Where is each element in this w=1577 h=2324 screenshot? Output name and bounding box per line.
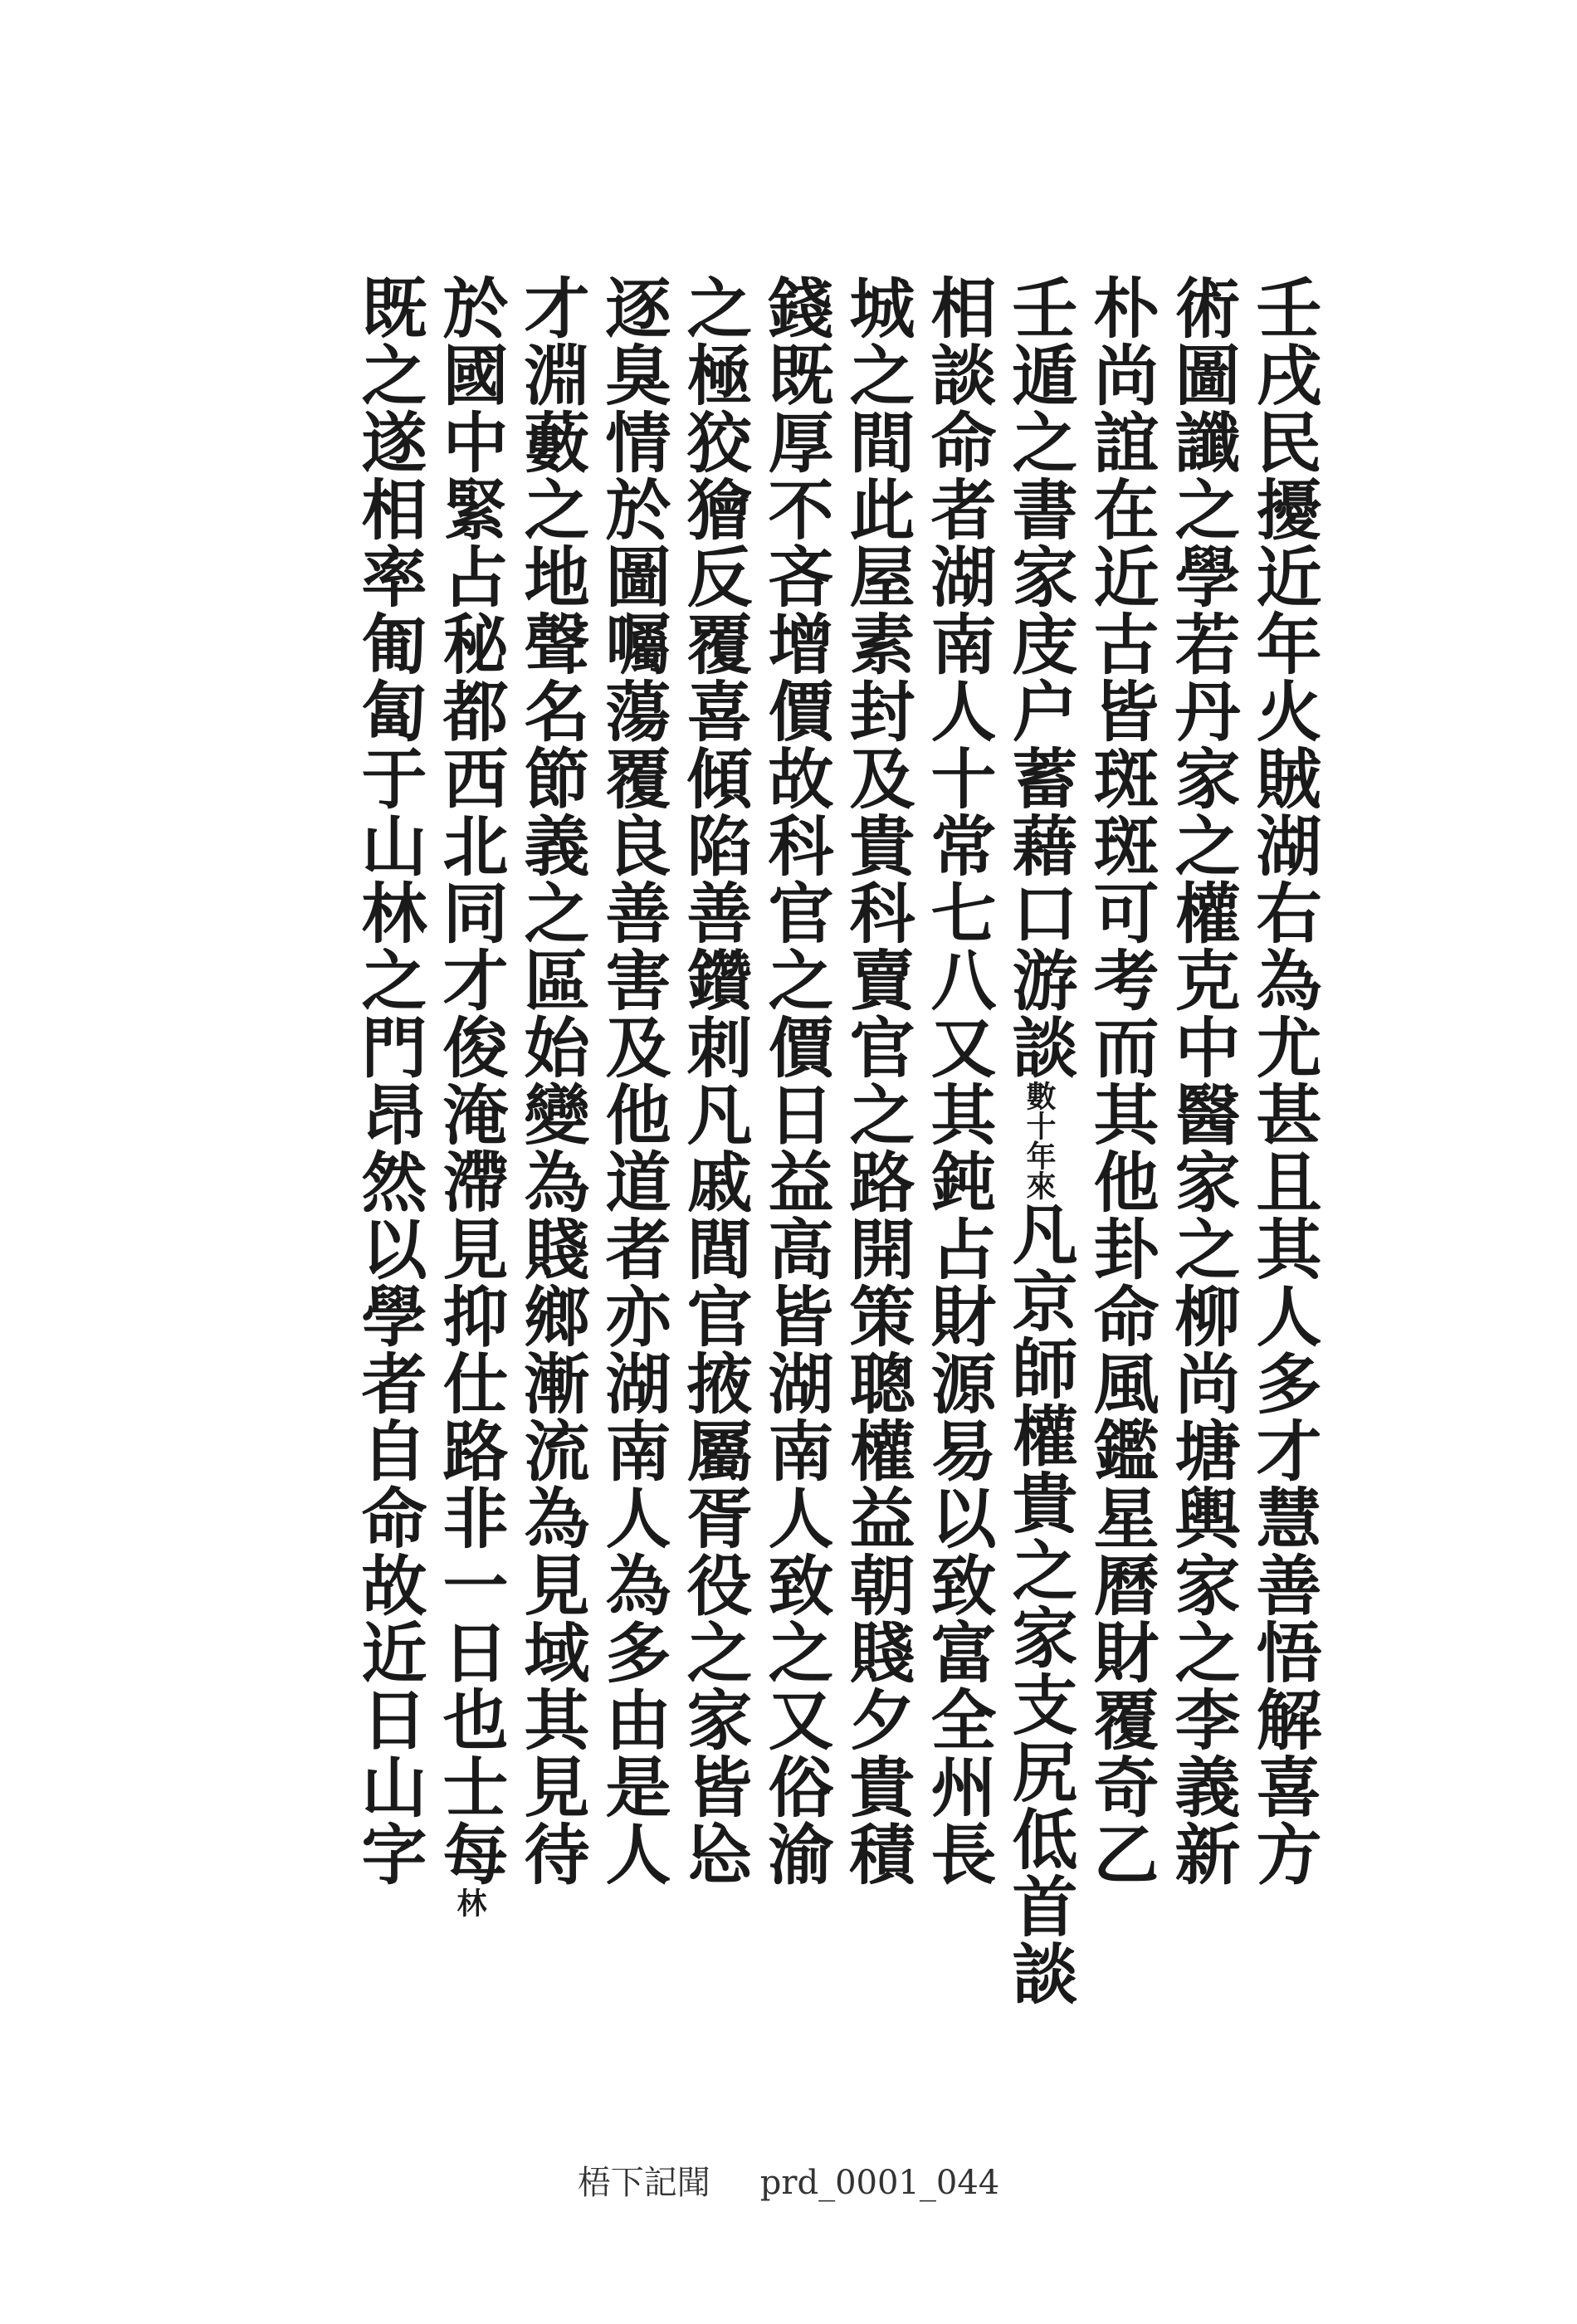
text-column-12	[348, 274, 429, 1892]
text-column-11	[429, 274, 510, 1917]
page-footer	[0, 2156, 1577, 2204]
text-column-6: 城之間此屋素封及貴科賣官之路開策聰權益朝賤夕貴積	[838, 274, 915, 1887]
text-column-4	[998, 274, 1080, 2007]
text-column-2: 術圖讖之學若丹家之權克中醫家之柳尚塘輿家之李義新	[1164, 274, 1241, 1887]
text-column-9: 逐臭情於圖囑蕩覆良善害及他道者亦湖南人為多由是人	[594, 274, 671, 1887]
text-column-8: 之極狡獪反覆喜傾陷善鑽刺凡戚閭官掖屬胥役之家皆㤀	[676, 274, 753, 1887]
footer-title: 梧下記聞	[577, 2164, 710, 2202]
text-column-12-tail: 字	[350, 1820, 427, 1887]
text-column-1: 壬戌民擾近年火賊湖右為尤甚且其人多才慧善悟解喜方	[1245, 274, 1322, 1887]
text-column-11-body: 於國中緊占秘都西北同才俊淹滯見抑仕路非一日也士每	[432, 274, 509, 1887]
footer-page-id: prd_0001_044	[759, 2164, 1000, 2202]
text-column-12-body: 既之遂相率匍匐于山林之門昂然以學者自命故近日山	[350, 274, 427, 1820]
text-column-3: 朴尚誼在近古皆斑斑可考而其他卦命風鑑星曆財覆奇乙	[1082, 274, 1160, 1887]
text-column-10: 才淵藪之地聲名節義之區始變為賤鄉漸流為見域其見待	[513, 274, 590, 1887]
text-column-5: 相談命者湖南人十常七八又其鈍占財源易以致富全州長	[920, 274, 997, 1887]
vertical-text-block	[228, 274, 1324, 2007]
column-11-note: 林	[452, 1887, 487, 1917]
text-column-7: 錢既厚不吝增價故科官之價日益高皆湖南人致之又俗渝	[757, 274, 834, 1887]
text-column-4-tail: 凡京師權貴之家支尻低首談	[1001, 1200, 1078, 2007]
interlinear-note: 數十年來	[1022, 1081, 1057, 1200]
text-column-4-head: 壬遁之書家庋户蓄藉口游談	[1001, 274, 1078, 1081]
